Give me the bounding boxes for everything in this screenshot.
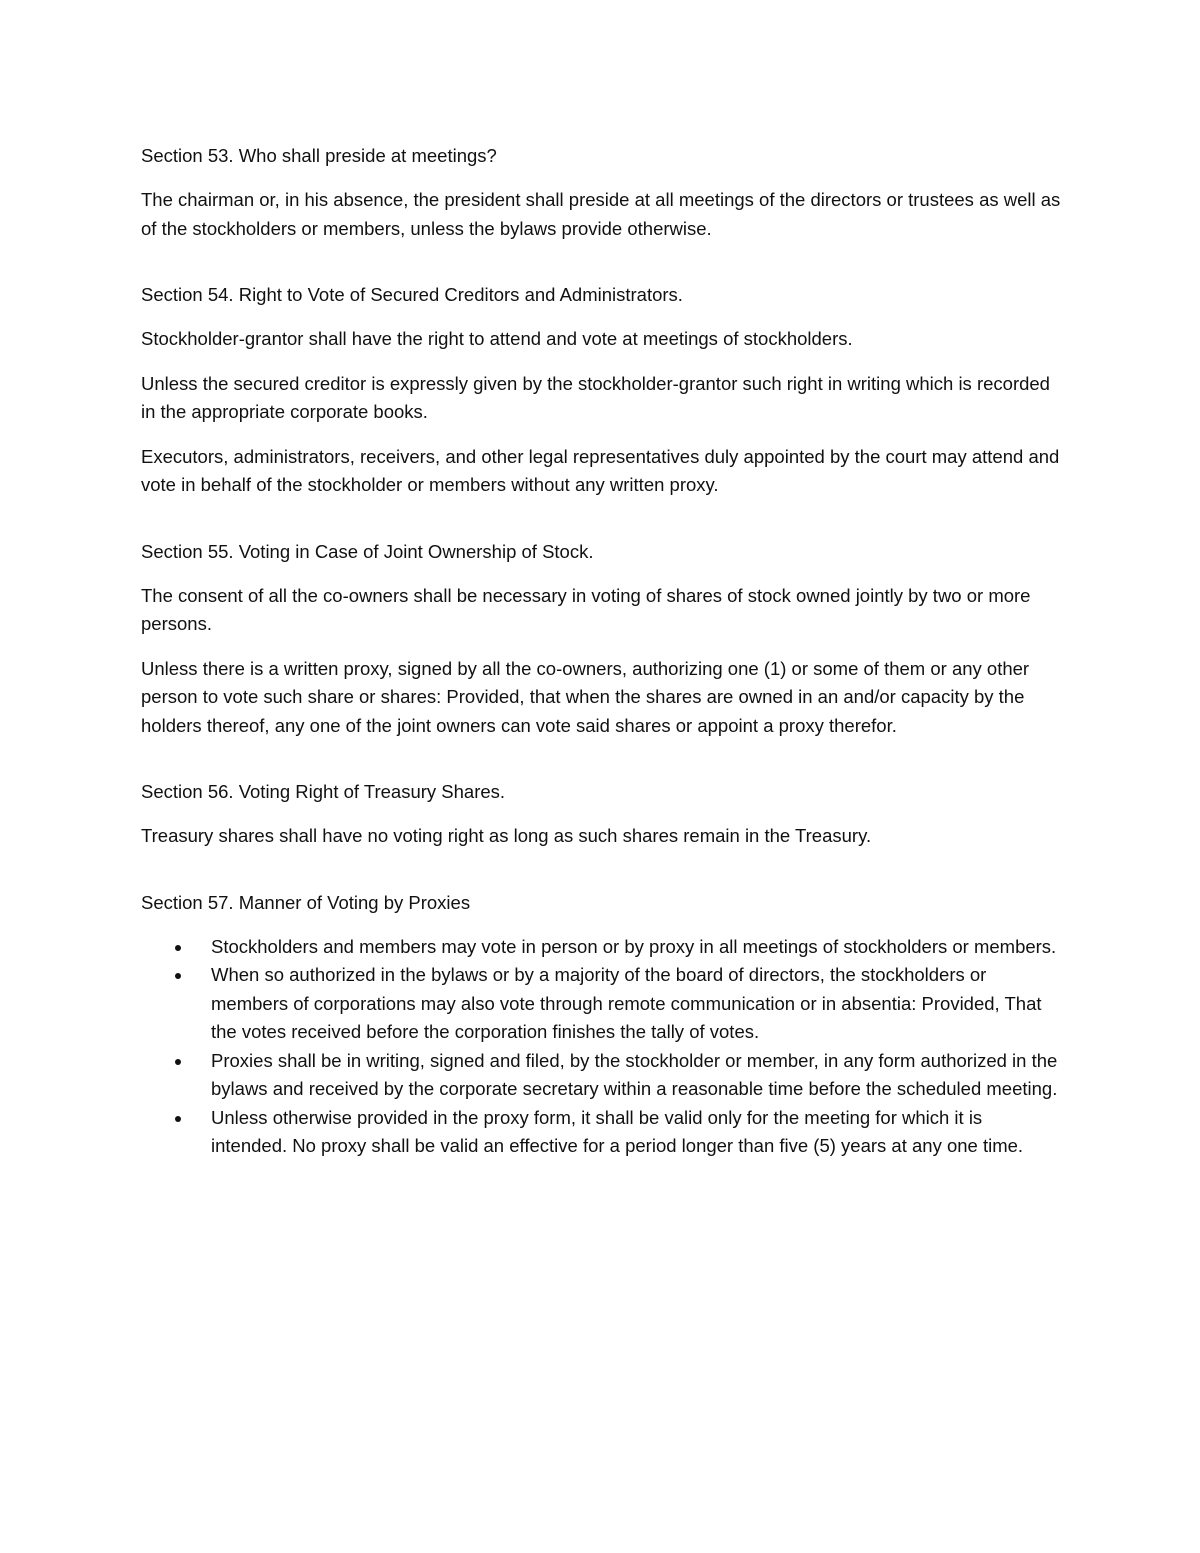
list-item-text: Stockholders and members may vote in person or by proxy in all meetings of stockholders or members. — [211, 935, 1057, 957]
section-56 — [141, 778, 1061, 851]
paragraph: The chairman or, in his absence, the president shall preside at all meetings of the directors or trustees as well as of the stockholders or members, unless the bylaws provide otherwise. — [141, 189, 1061, 239]
section-heading: Section 55. Voting in Case of Joint Ownership of Stock. — [141, 540, 594, 562]
paragraph: Treasury shares shall have no voting right as long as such shares remain in the Treasury. — [141, 825, 872, 846]
list-item — [141, 1104, 1061, 1161]
document-page — [141, 142, 1061, 1199]
bullet-list — [141, 933, 1061, 1161]
bullet-icon — [175, 973, 181, 979]
section-57 — [141, 889, 1061, 1161]
list-item — [141, 1047, 1061, 1104]
list-item-text: Proxies shall be in writing, signed and filed, by the stockholder or member, in any form authorized in the bylaws and received by the corporate secretary within a reasonable time before the scheduled meeting. — [211, 1049, 1058, 1099]
paragraph: Stockholder-grantor shall have the right to attend and vote at meetings of stockholders. — [141, 328, 853, 349]
section-55 — [141, 538, 1061, 741]
list-item — [141, 961, 1061, 1047]
paragraph: Unless there is a written proxy, signed by all the co-owners, authorizing one (1) or some of them or any other person to vote such share or shares: Provided, that when the shares are owned in an and/or capacity by the holders thereof, any one of the joint owners can vote said shares or appoint a proxy therefor. — [141, 657, 1030, 736]
bullet-icon — [175, 945, 181, 951]
paragraph: Unless the secured creditor is expressly given by the stockholder-grantor such right in writing which is recorded in the appropriate corporate books. — [141, 372, 1050, 422]
bullet-icon — [175, 1116, 181, 1122]
paragraph: The consent of all the co-owners shall be necessary in voting of shares of stock owned jointly by two or more persons. — [141, 584, 1031, 634]
section-heading: Section 56. Voting Right of Treasury Shares. — [141, 781, 506, 802]
section-heading: Section 54. Right to Vote of Secured Creditors and Administrators. — [141, 284, 683, 305]
list-item-text: When so authorized in the bylaws or by a majority of the board of directors, the stockholders or members of corporations may also vote through remote communication or in absentia: Provided, That the votes received before the corporation finishes the tally of votes. — [211, 964, 1042, 1042]
section-heading: Section 57. Manner of Voting by Proxies — [141, 891, 471, 913]
section-53 — [141, 142, 1061, 243]
bullet-icon — [175, 1059, 181, 1065]
section-54 — [141, 281, 1061, 500]
section-heading: Section 53. Who shall preside at meetings? — [141, 145, 497, 166]
paragraph: Executors, administrators, receivers, and other legal representatives duly appointed by the court may attend and vote in behalf of the stockholder or members without any written proxy. — [141, 445, 1060, 495]
list-item — [141, 933, 1061, 962]
list-item-text: Unless otherwise provided in the proxy form, it shall be valid only for the meeting for which it is intended. No proxy shall be valid an effective for a period longer than five (5) years at any one time. — [211, 1106, 1024, 1156]
